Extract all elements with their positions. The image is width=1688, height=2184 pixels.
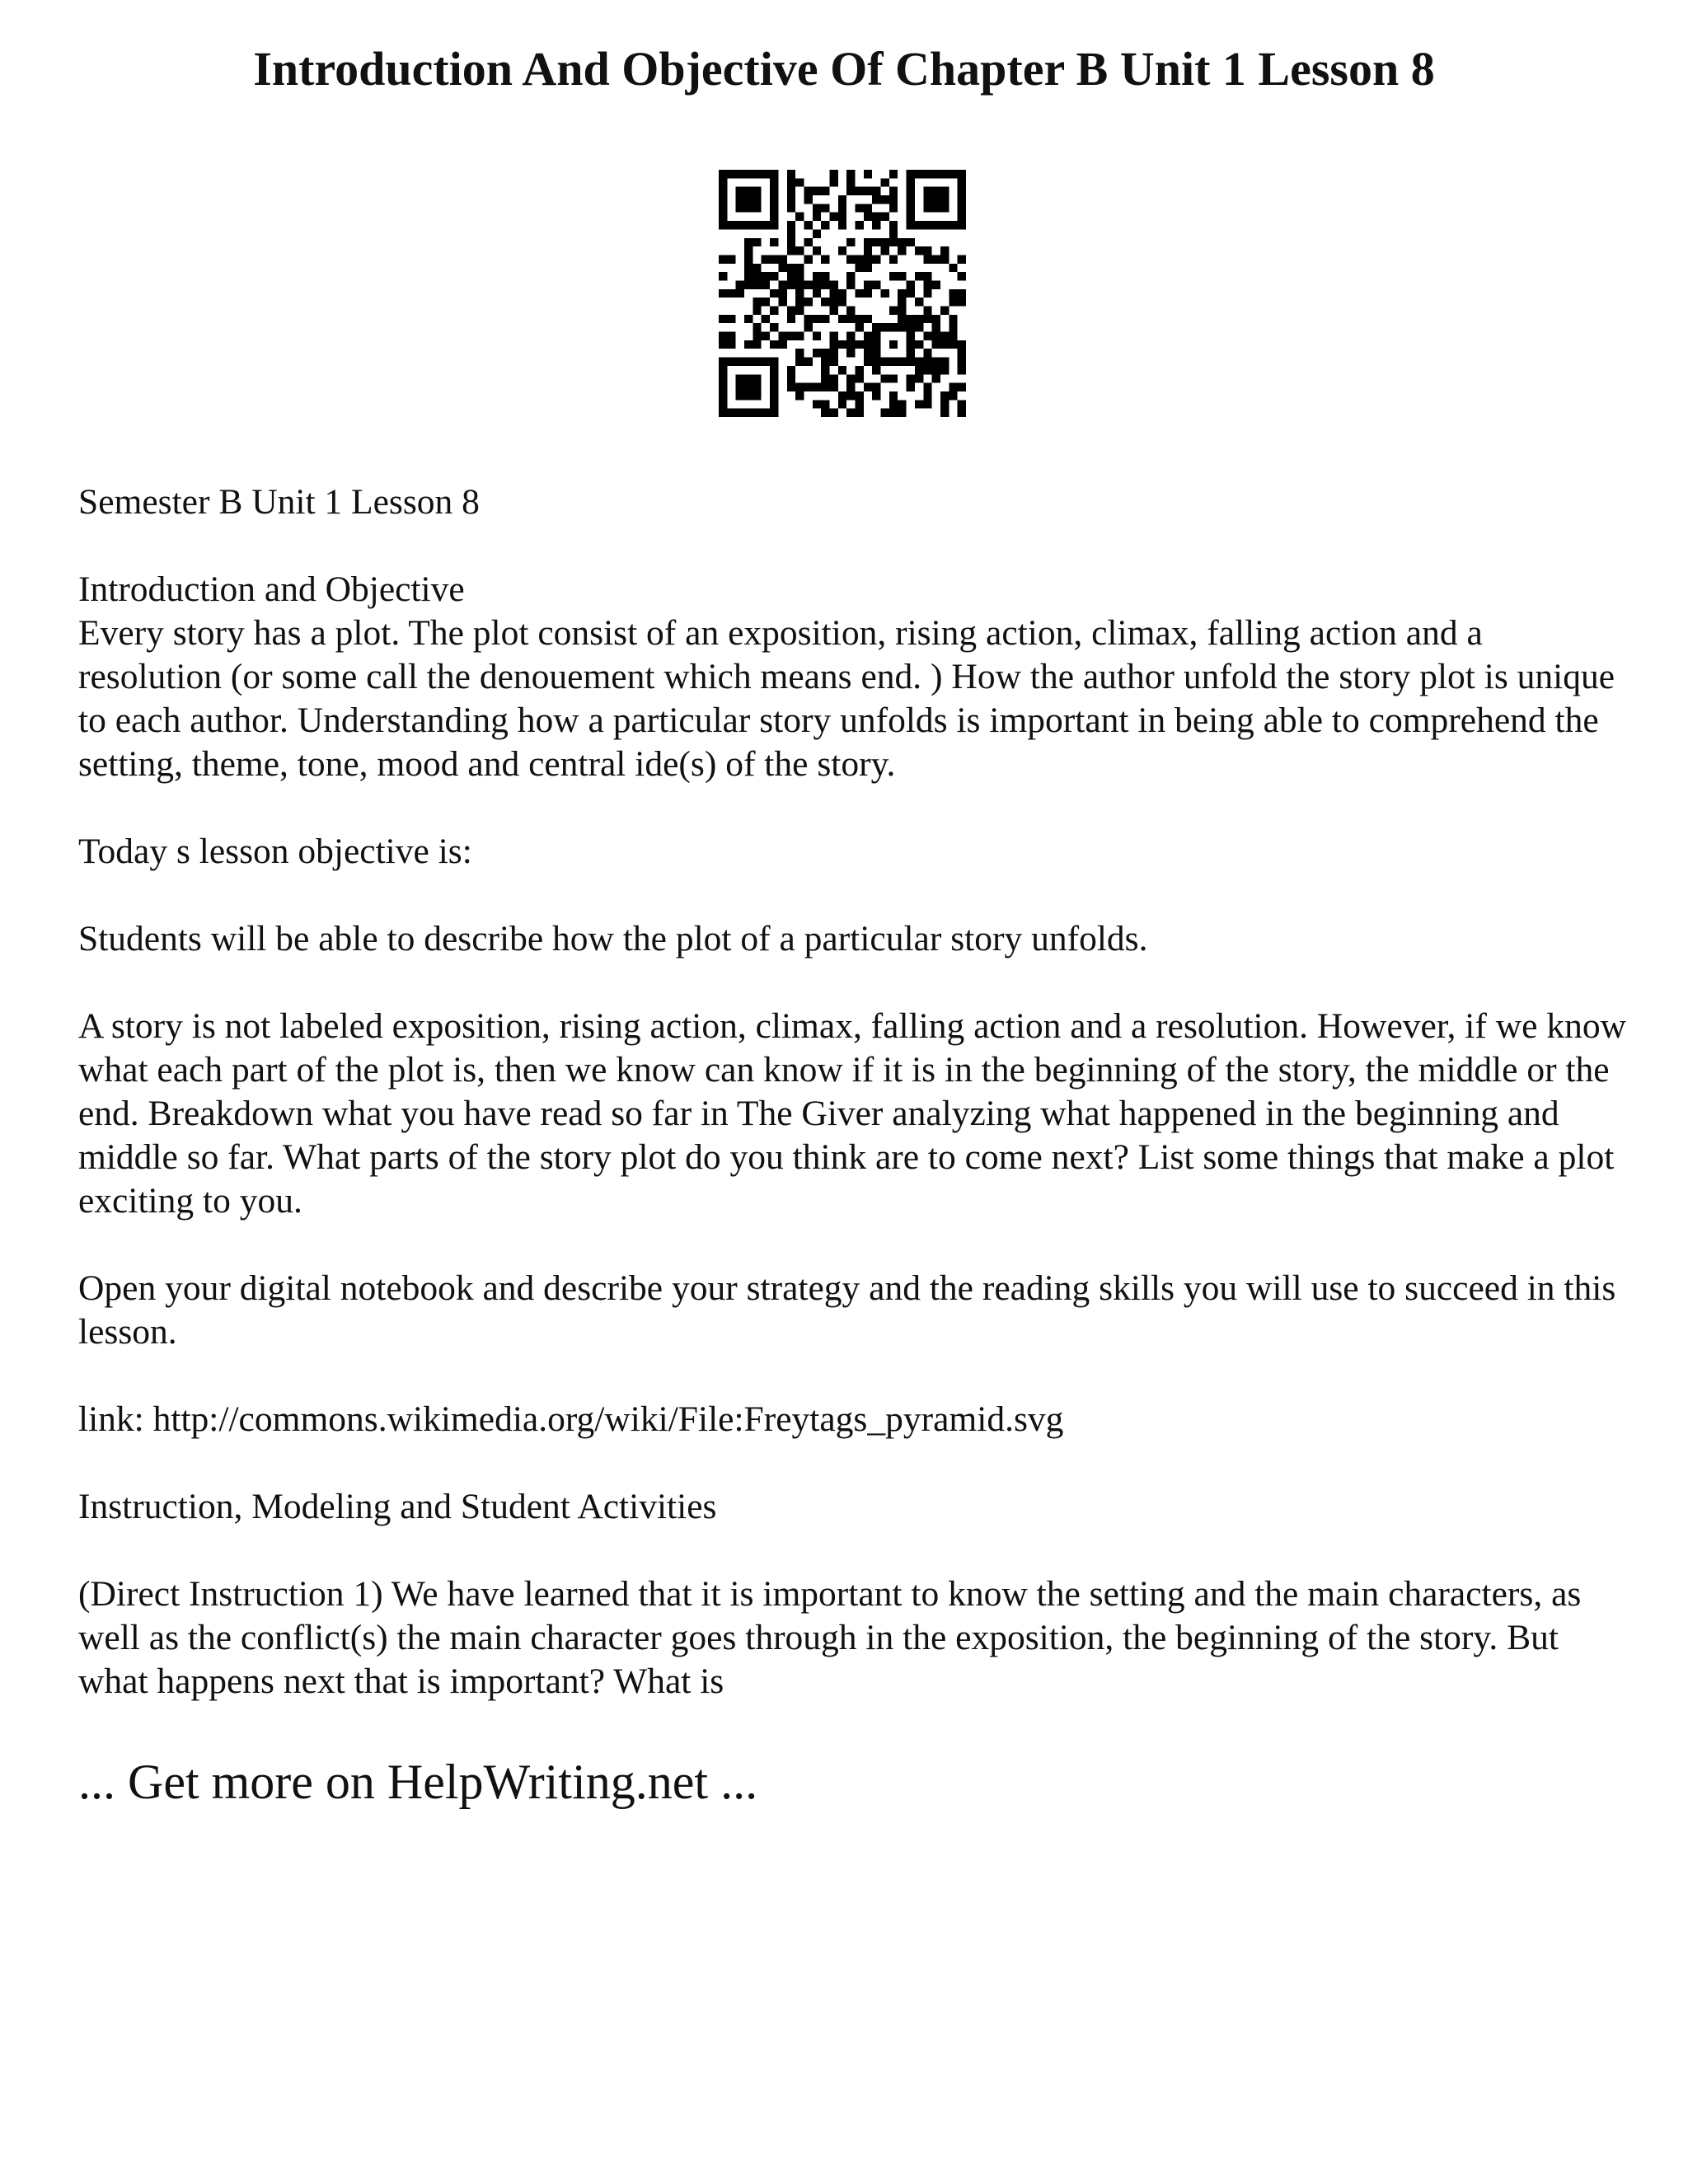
intro-paragraph: Every story has a plot. The plot consist of an exposition, rising action, climax, falling action and a resolution (or some call the denouement which means end. ) How the author unfold the story plot is unique to each author. Understanding how a particular story unfolds is important in being able to comprehend the setting, theme, tone, mood and central ide(s) of the story. — [78, 613, 1615, 784]
direct-instruction-paragraph: (Direct Instruction 1) We have learned that it is important to know the setting and the main characters, as well as the conflict(s) the main character goes through in the exposition, the beginning of the story. But what happens next that is important? What is — [78, 1574, 1582, 1701]
document-body — [78, 480, 1628, 1704]
plot-parts-paragraph: A story is not labeled exposition, rising action, climax, falling action and a resolution. However, if we know what each part of the plot is, then we know can know if it is in the beginning of the story, the middle or the end. Breakdown what you have read so far in The Giver analyzing what happened in the beginning and middle so far. What parts of the story plot do you think are to come next? List some things that make a plot exciting to you. — [78, 1006, 1627, 1221]
notebook-paragraph: Open your digital notebook and describe your strategy and the reading skills you will use to succeed in this lesson. — [78, 1268, 1616, 1352]
intro-heading: Introduction and Objective — [78, 569, 465, 609]
instruction-heading: Instruction, Modeling and Student Activities — [78, 1487, 717, 1526]
page-title: Introduction And Objective Of Chapter B Unit 1 Lesson 8 — [253, 42, 1435, 96]
objective-label: Today s lesson objective is: — [78, 832, 472, 871]
get-more-link[interactable]: ... Get more on HelpWriting.net ... — [78, 1755, 758, 1809]
reference-link[interactable]: link: http://commons.wikimedia.org/wiki/File:Freytags_pyramid.svg — [78, 1399, 1064, 1439]
qr-code-icon — [719, 170, 966, 417]
semester-line: Semester B Unit 1 Lesson 8 — [78, 482, 480, 522]
objective-statement: Students will be able to describe how the plot of a particular story unfolds. — [78, 919, 1148, 958]
